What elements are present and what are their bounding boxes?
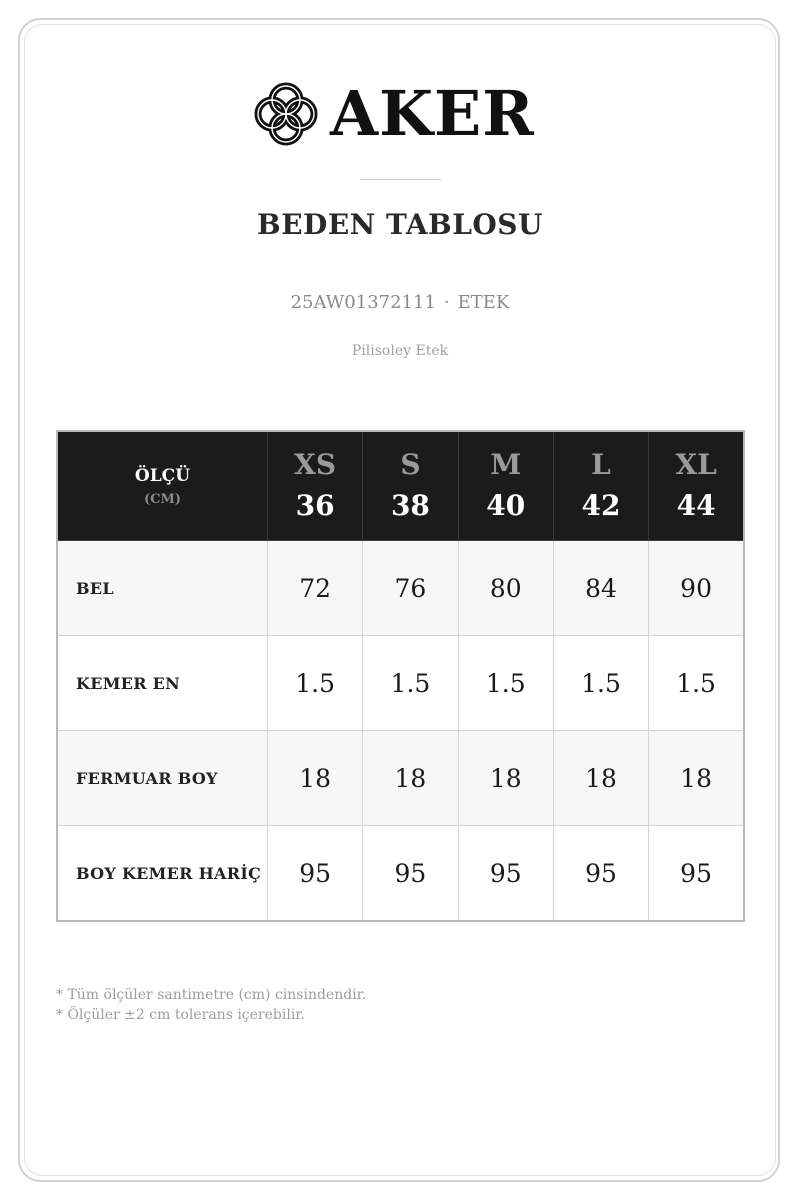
- knot-logo-icon: [252, 80, 320, 148]
- table-cell: 90: [649, 541, 744, 636]
- size-header-xl: [649, 431, 744, 541]
- measure-header-cell: [57, 431, 267, 541]
- size-number: 42: [581, 489, 621, 522]
- table-row: [57, 826, 744, 922]
- size-letter: M: [490, 448, 522, 481]
- table-cell: 76: [363, 541, 458, 636]
- table-row: [57, 541, 744, 636]
- row-label: BEL: [57, 541, 267, 636]
- table-cell: 18: [649, 731, 744, 826]
- table-row: [57, 636, 744, 731]
- subtitle-separator: ·: [443, 292, 450, 313]
- row-label: KEMER EN: [57, 636, 267, 731]
- table-cell: 1.5: [649, 636, 744, 731]
- size-letter: L: [591, 448, 611, 481]
- measure-header-unit: (CM): [143, 491, 182, 507]
- product-subtitle: [0, 292, 800, 313]
- size-header-l: [553, 431, 648, 541]
- brand-logo: [252, 78, 552, 150]
- size-header-m: [458, 431, 553, 541]
- table-cell: 80: [458, 541, 553, 636]
- brand-name: AKER: [330, 77, 535, 150]
- size-header-row: [57, 431, 744, 541]
- footnote: * Tüm ölçüler santimetre (cm) cinsindendir.: [56, 987, 367, 1003]
- table-cell: 1.5: [553, 636, 648, 731]
- table-cell: 18: [363, 731, 458, 826]
- size-number: 44: [676, 489, 716, 522]
- size-number: 38: [390, 489, 430, 522]
- footnote: * Ölçüler ±2 cm tolerans içerebilir.: [56, 1007, 305, 1023]
- size-number: 36: [295, 489, 335, 522]
- product-category: ETEK: [457, 292, 510, 313]
- table-row: [57, 731, 744, 826]
- footnotes: [56, 985, 366, 1025]
- page-title: BEDEN TABLOSU: [257, 208, 543, 241]
- product-code: 25AW01372111: [290, 292, 436, 313]
- size-letter: S: [400, 448, 421, 481]
- table-cell: 18: [458, 731, 553, 826]
- size-header-s: [363, 431, 458, 541]
- table-cell: 1.5: [267, 636, 362, 731]
- table-cell: 1.5: [363, 636, 458, 731]
- row-label: FERMUAR BOY: [57, 731, 267, 826]
- row-label: BOY KEMER HARİÇ: [57, 826, 267, 922]
- table-cell: 95: [649, 826, 744, 922]
- table-cell: 84: [553, 541, 648, 636]
- size-letter: XS: [294, 448, 337, 481]
- size-table: [56, 430, 745, 922]
- table-cell: 95: [458, 826, 553, 922]
- table-cell: 95: [267, 826, 362, 922]
- title-divider: [360, 179, 441, 180]
- table-cell: 18: [267, 731, 362, 826]
- size-number: 40: [486, 489, 526, 522]
- product-description: Pilisoley Etek: [351, 343, 449, 359]
- table-cell: 72: [267, 541, 362, 636]
- size-letter: XL: [675, 448, 717, 481]
- table-cell: 1.5: [458, 636, 553, 731]
- table-cell: 95: [363, 826, 458, 922]
- table-cell: 95: [553, 826, 648, 922]
- size-header-xs: [267, 431, 362, 541]
- table-cell: 18: [553, 731, 648, 826]
- measure-header-label: ÖLÇÜ: [134, 465, 191, 486]
